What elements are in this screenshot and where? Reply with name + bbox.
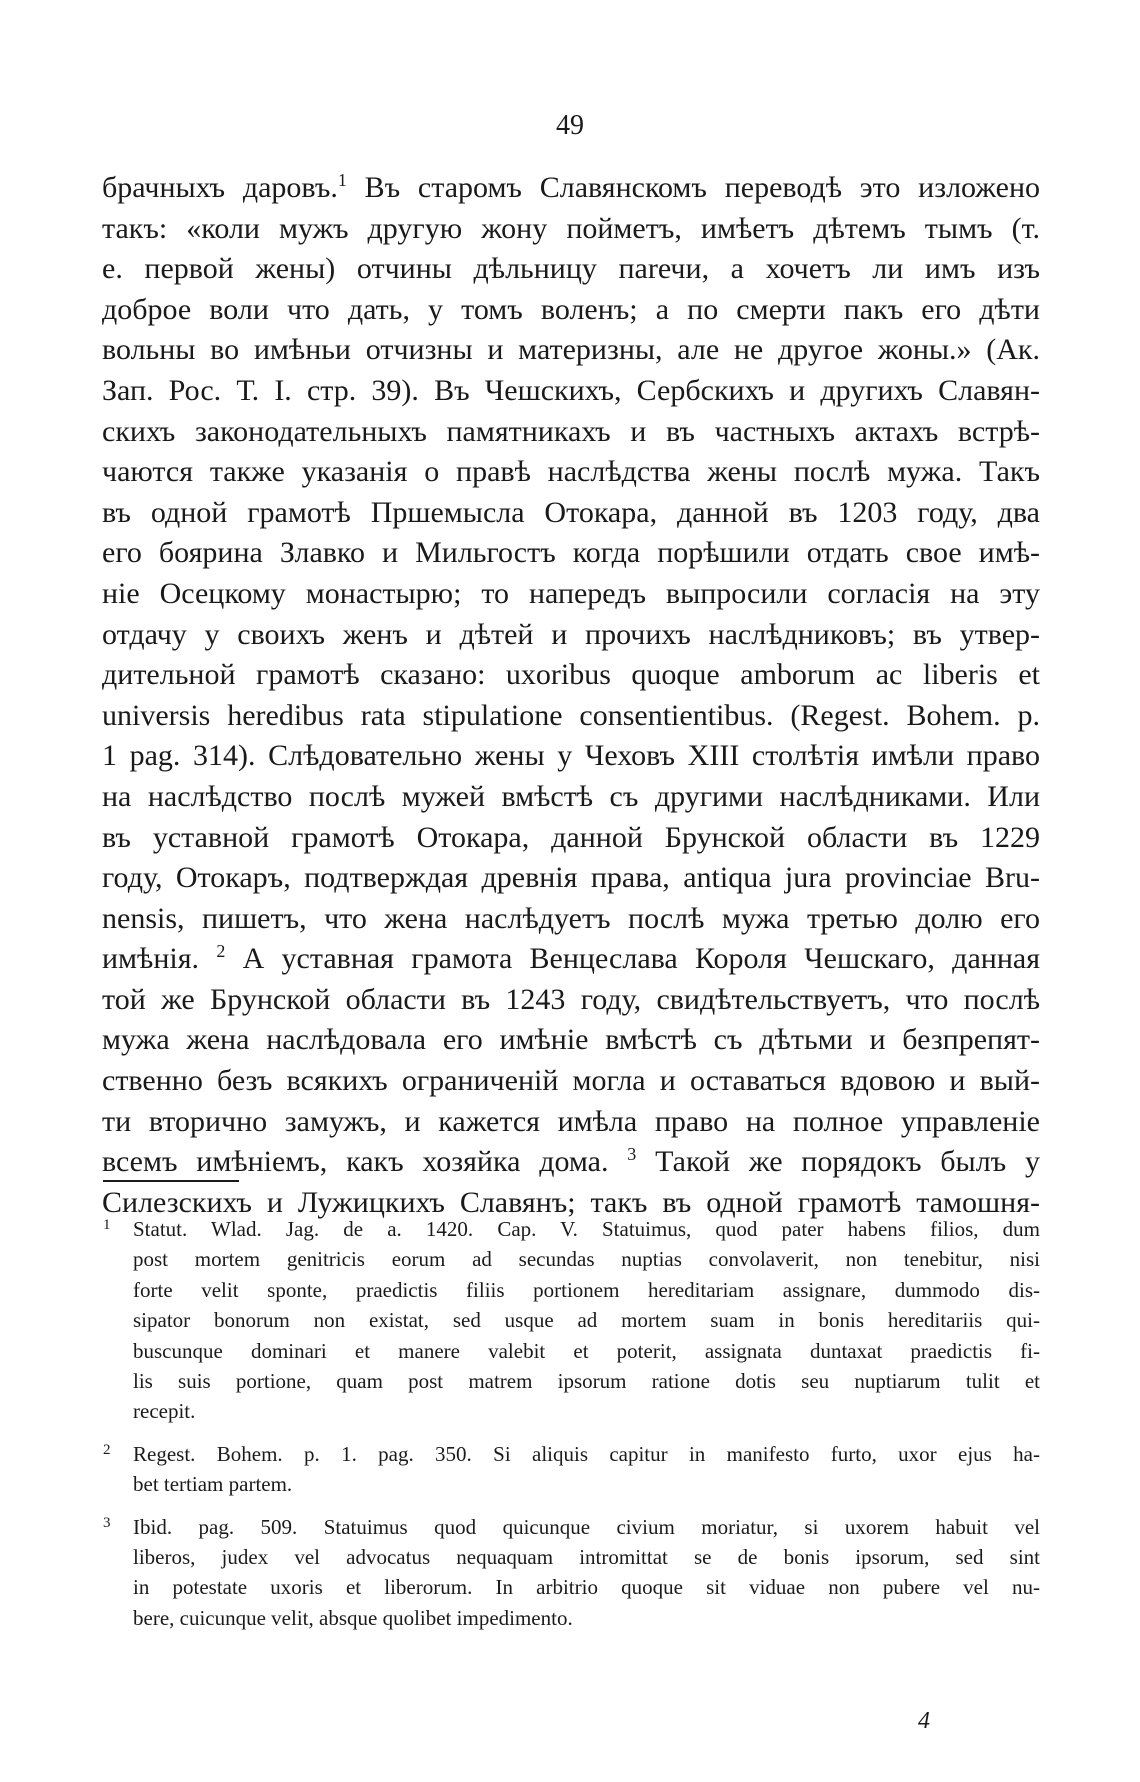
text-line [102, 574, 1040, 615]
footnote-mark: 3 [103, 1514, 111, 1531]
footnote-line: Ibid. pag. 509. Statuimus quod quicunque civium moriatur, si uxorem habuit vel [133, 1514, 1040, 1539]
text-line [102, 168, 1040, 209]
text-line-segment: ніе Осецкому монастырю; то напередъ выпросили согласія на эту [102, 576, 1040, 610]
text-line-segment: Такой же порядокъ былъ у [636, 1145, 1040, 1179]
footnote-line: sipator bonorum non existat, sed usque ad mortem suam in bonis hereditariis qui- [133, 1308, 1040, 1333]
text-line-segment: 1 pag. 314). Слѣдовательно жены у Чеховъ XIII столѣтія имѣли право [102, 739, 1040, 773]
text-line [102, 939, 1040, 980]
page-number: 49 [556, 110, 584, 141]
text-line [102, 330, 1040, 371]
text-line [102, 615, 1040, 656]
footnote [103, 1512, 1040, 1634]
text-line [102, 493, 1040, 534]
signature-mark: 4 [918, 1708, 930, 1734]
text-line-segment: въ уставной грамотѣ Отокара, данной Брунской области въ 1229 [102, 820, 1040, 854]
text-line-segment: такъ: «коли мужъ другую жону пойметъ, имѣетъ дѣтемъ тымъ (т. [102, 211, 1040, 245]
footnote-line: bere, cuicunque velit, absque quolibet impedimento. [133, 1605, 573, 1630]
text-line-segment: Въ старомъ Славянскомъ переводѣ это изложено [346, 171, 1040, 204]
text-line [102, 980, 1040, 1021]
text-line-segment: на наслѣдство послѣ мужей вмѣстѣ съ другими наслѣдниками. Или [102, 779, 1040, 813]
text-line-segment: доброе воли что дать, у томъ воленъ; а по смерти пакъ его дѣти [102, 292, 1040, 326]
footnote [103, 1214, 1040, 1427]
text-line-segment: вольны во имѣньи отчизны и материзны, але не другое жоны.» (Ак. [102, 333, 1040, 367]
text-line [102, 736, 1040, 777]
text-line-segment: брачныхъ даровъ. [102, 171, 338, 204]
text-line [102, 818, 1040, 859]
footnote-line: buscunque dominari et manere valebit et poterit, assignata duntaxat praedictis fi- [133, 1338, 1040, 1363]
footnote-line: lis suis portione, quam post matrem ipsorum ratione dotis seu nuptiarum tulit et [133, 1369, 1040, 1394]
text-line-segment: чаются также указанія о правѣ наслѣдства жены послѣ мужа. Такъ [102, 455, 1040, 489]
footnote-line: Regest. Bohem. p. 1. pag. 350. Si aliquis capitur in manifesto furto, uxor ejus ha- [133, 1441, 1040, 1466]
text-line [102, 696, 1040, 737]
text-line [102, 1061, 1040, 1102]
footnote-line: post mortem genitricis eorum ad secundas nuptias convolaverit, non tenebitur, nisi [133, 1247, 1040, 1272]
text-line-segment: той же Брунской области въ 1243 году, свидѣтельствуетъ, что послѣ [102, 982, 1040, 1016]
text-line [102, 533, 1040, 574]
text-line [102, 655, 1040, 696]
text-line-segment: ственно безъ всякихъ ограниченій могла и оставаться вдовою и вый- [102, 1064, 1040, 1098]
text-line [102, 209, 1040, 250]
text-line-segment: всемъ имѣніемъ, какъ хозяйка дома. [102, 1145, 628, 1179]
text-line-segment: скихъ законодательныхъ памятникахъ и въ частныхъ актахъ встрѣ- [102, 414, 1040, 448]
text-line-segment: дительной грамотѣ сказано: uxoribus quoque amborum ac liberis et [102, 658, 1040, 692]
text-line-segment: въ одной грамотѣ Пршемысла Отокара, данной въ 1203 году, два [102, 495, 1040, 529]
footnote-line: in potestate uxoris et liberorum. In arbitrio quoque sit viduae non pubere vel nu- [133, 1575, 1040, 1600]
footnote-line: Statut. Wlad. Jag. de a. 1420. Cap. V. Statuimus, quod pater habens filios, dum [133, 1217, 1040, 1241]
footnote-line: forte velit sponte, praedictis filiis portionem hereditariam assignare, dummodo dis- [133, 1277, 1040, 1302]
text-line [102, 1020, 1040, 1061]
text-line [102, 290, 1040, 331]
text-line-segment: А уставная грамота Венцеслава Короля Чешскаго, данная [225, 942, 1040, 976]
footnotes-section [103, 1214, 1040, 1645]
text-line-segment: Зап. Рос. Т. I. стр. 39). Въ Чешскихъ, Сербскихъ и другихъ Славян- [102, 373, 1040, 407]
footnote-line: bet tertiam partem. [133, 1472, 293, 1497]
text-line [102, 249, 1040, 290]
text-line [102, 1102, 1040, 1143]
main-text-body [102, 168, 1040, 1223]
text-line-segment: мужа жена наслѣдовала его имѣніе вмѣстѣ съ дѣтьми и безпрепят- [102, 1023, 1040, 1057]
text-line [102, 412, 1040, 453]
text-line-segment: universis heredibus rata stipulatione consentientibus. (Regest. Bohem. p. [102, 698, 1040, 732]
footnote [103, 1439, 1040, 1500]
footnote-line: liberos, judex vel advocatus nequaquam intromittat se de bonis ipsorum, sed sint [133, 1545, 1040, 1570]
text-line [102, 452, 1040, 493]
text-line-segment: имѣнія. [102, 942, 217, 976]
footnote-reference: 1 [337, 170, 347, 190]
footnote-reference: 2 [216, 941, 226, 962]
text-line [102, 1142, 1040, 1183]
footnote-separator-rule [103, 1180, 239, 1182]
text-line [102, 371, 1040, 412]
text-line-segment: е. первой жены) отчины дѣльницу пarечи, а хочетъ ли имъ изъ [102, 252, 1040, 286]
footnote-mark: 1 [103, 1217, 111, 1233]
footnote-mark: 2 [103, 1441, 111, 1458]
text-line [102, 899, 1040, 940]
text-line-segment: году, Отокаръ, подтверждая древнія права, antiqua jura provinciae Bru- [102, 861, 1040, 895]
text-line-segment: его боярина Злавко и Мильгостъ когда порѣшили отдать свое имѣ- [102, 536, 1040, 570]
text-line [102, 858, 1040, 899]
text-line [102, 777, 1040, 818]
text-line-segment: ти вторично замужъ, и кажется имѣла право на полное управленіе [102, 1104, 1040, 1138]
footnote-reference: 3 [627, 1144, 637, 1165]
text-line-segment: nensis, пишетъ, что жена наслѣдуетъ послѣ мужа третью долю его [102, 901, 1040, 935]
text-line-segment: отдачу у своихъ женъ и дѣтей и прочихъ наслѣдниковъ; въ утвер- [102, 617, 1040, 651]
footnote-line: recepit. [133, 1399, 196, 1424]
text-line-segment: Силезскихъ и Лужицкихъ Славянъ; такъ въ одной грамотѣ тамошня- [102, 1185, 1040, 1219]
